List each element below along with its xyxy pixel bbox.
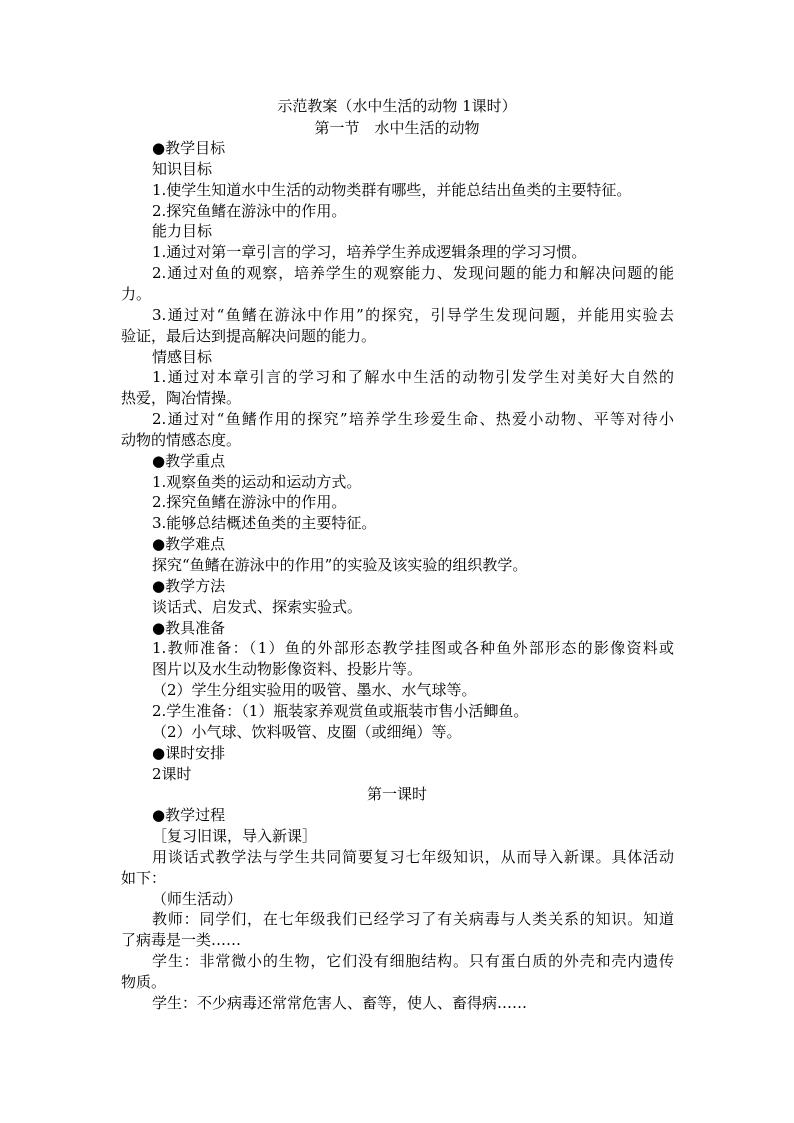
body-line: 学生：非常微小的生物，它们没有细胞结构。只有蛋白质的外壳和壳内遗传 <box>152 952 674 971</box>
body-line: 教师：同学们，在七年级我们已经学习了有关病毒与人类关系的知识。知道 <box>152 910 674 929</box>
body-line: 谈话式、启发式、探索实验式。 <box>152 597 363 616</box>
body-line: 热爱，陶冶情操。 <box>121 389 242 408</box>
body-line: ●教具准备 <box>152 618 226 637</box>
body-line: 探究“鱼鳍在游泳中的作用”的实验及该实验的组织教学。 <box>152 556 528 574</box>
body-line: 3.能够总结概述鱼类的主要特征。 <box>152 514 377 533</box>
body-line: （2）学生分组实验用的吸管、墨水、水气球等。 <box>152 681 477 700</box>
body-line: 第一课时 <box>366 785 427 804</box>
body-line: 2.通过对“鱼鳍作用的探究”培养学生珍爱生命、热爱小动物、平等对待小 <box>152 410 674 429</box>
body-line: 图片以及水生动物影像资料、投影片等。 <box>152 660 423 679</box>
body-line: （2）小气球、饮料吸管、皮圈（或细绳）等。 <box>152 722 462 741</box>
body-line: 知识目标 <box>152 159 213 178</box>
body-line: 1.使学生知道水中生活的动物类群有哪些，并能总结出鱼类的主要特征。 <box>152 180 632 199</box>
body-line: 1.通过对第一章引言的学习，培养学生养成逻辑条理的学习习惯。 <box>152 243 587 262</box>
body-line: 2课时 <box>152 764 192 783</box>
body-line: 力。 <box>121 284 152 303</box>
body-line: ●教学过程 <box>152 806 226 825</box>
body-line: 了病毒是一类…… <box>121 931 242 950</box>
body-line: 2.学生准备：（1）瓶装家养观赏鱼或瓶装市售小活鲫鱼。 <box>152 701 529 720</box>
body-line: ●教学目标 <box>152 139 226 157</box>
body-line: ●教学方法 <box>152 576 226 595</box>
body-line: 物质。 <box>121 973 167 991</box>
body-line: （师生活动） <box>152 889 243 908</box>
body-line: 如下： <box>121 868 167 887</box>
body-line: 动物的情感态度。 <box>121 430 242 449</box>
body-line: 情感目标 <box>152 347 213 366</box>
body-line: 2.探究鱼鳍在游泳中的作用。 <box>152 201 347 220</box>
body-line: ●教学难点 <box>152 535 226 554</box>
body-line: ●教学重点 <box>152 451 226 470</box>
document-title: 示范教案（水中生活的动物 1课时） <box>277 97 517 115</box>
body-line: 验证，最后达到提高解决问题的能力。 <box>121 326 377 345</box>
body-line: 1.教师准备：（1）鱼的外部形态教学挂图或各种鱼外部形态的影像资料或 <box>152 639 674 658</box>
body-line: ●课时安排 <box>152 743 226 762</box>
body-line: 1.通过对本章引言的学习和了解水中生活的动物引发学生对美好大自然的 <box>152 368 674 387</box>
body-line: 1.观察鱼类的运动和运动方式。 <box>152 472 362 491</box>
body-line: ［复习旧课，导入新课］ <box>152 827 318 846</box>
body-line: 2.通过对鱼的观察，培养学生的观察能力、发现问题的能力和解决问题的能 <box>152 264 674 283</box>
body-line: 用谈话式教学法与学生共同简要复习七年级知识，从而导入新课。具体活动 <box>152 847 674 866</box>
body-line: 学生：不少病毒还常常危害人、畜等，使人、畜得病…… <box>152 993 528 1012</box>
body-line: 能力目标 <box>152 222 213 241</box>
body-line: 2.探究鱼鳍在游泳中的作用。 <box>152 493 347 512</box>
body-line: 3.通过对“鱼鳍在游泳中作用”的探究，引导学生发现问题，并能用实验去 <box>152 305 674 324</box>
section-heading: 第一节 水中生活的动物 <box>314 119 480 137</box>
